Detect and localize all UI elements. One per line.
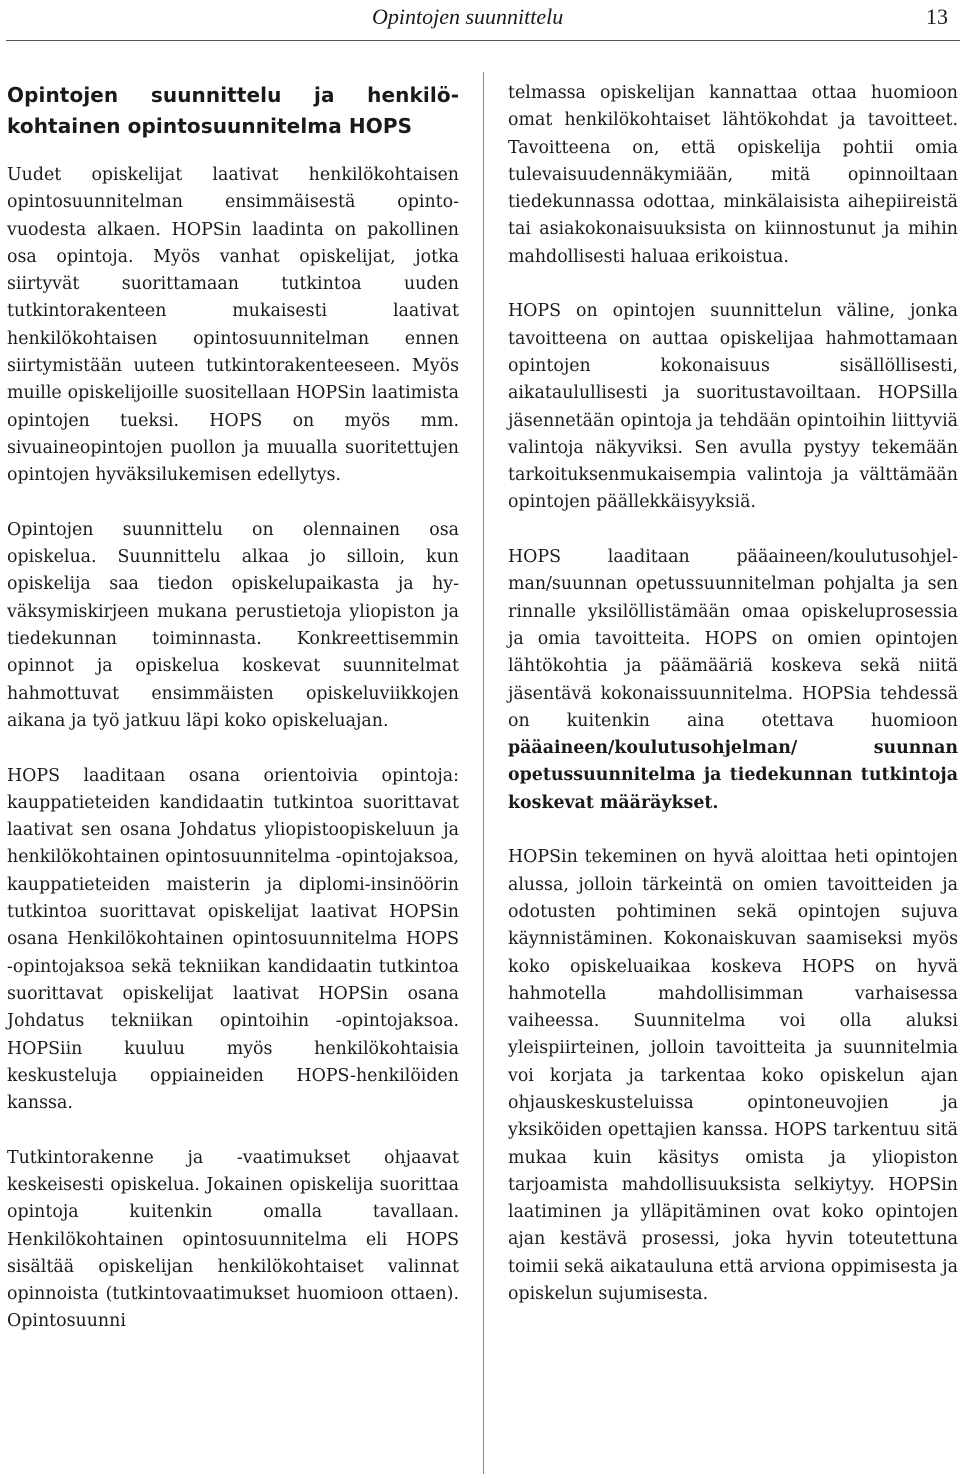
paragraph-goals: telmassa opiskelijan kannattaa ottaa huomioon omat henkilökohtaiset lähtökohdat ja tavoitteet. Tavoitteena on, että opiskelija pohtii omia tulevaisuudennäkymiään, mitä opinnoiltaan tiedekunnassa odottaa, minkälaisista aihepiireistä tai asiakokonaisuuksista on kiinnostunut ja mihin mahdollisesti haluaa erikoistua. [508,83,958,267]
paragraph-tool: HOPS on opintojen suunnittelun väline, jonka tavoitteena on auttaa opiskelijaa hahmottamaan opintojen kokonaisuus sisällöllisesti, aikataulullisesti ja suoritustavoiltaan. HOPSilla jäsennetään opintoja ja tehdään opintoihin liittyviä valintoja näkyviksi. Sen avulla pystyy tekemään tarkoituksenmukaisempia valintoja ja välttämään opintojen päällekkäisyyksiä. [508,301,958,513]
paragraph-start-early: HOPSin tekeminen on hyvä aloittaa heti opintojen alussa, jolloin tärkeintä on omien tavoitteiden ja odotusten pohtiminen sekä opintojen sujuva käynnistäminen. Kokonaiskuvan saamiseksi myös koko opiskeluaikaa koskeva HOPS on hyvä hahmotella mahdollisimman varhaisessa vaiheessa. Suunnitelma voi olla aluksi yleispiirteinen, jolloin tavoitteita ja suunnitelmia voi korjata ja tarkentaa koko opiskelun ajan ohjauskeskusteluissa opintoneuvojien ja yksiköiden opettajien kanssa. HOPS tarkentuu sitä mukaa kuin käsitys omista ja yliopiston tarjoamista mahdollisuuksista selkiytyy. HOPSin laatiminen ja ylläpitäminen ovat koko opintojen ajan kestävä prosessi, joka hyvin toteutettuna toimii sekä aikatauluna että arviona oppimisesta ja opiskelun sujumisesta. [508,847,958,1305]
page-number: 13 [926,4,948,29]
paragraph-planning: Opintojen suunnittelu on olennainen osa opiskelua. Suunnittelu alkaa jo silloin, kun opiskelija saa tiedon opiskelupaikasta ja hyväksymiskirjeen mukana perustietoja yliopiston ja tiedekunnan toiminnasta. Konkreettisemmin opinnot ja opiskelua koskevat suunnitelmat hahmottuvat ensimmäisten opiskeluviikkojen aikana ja työ jatkuu läpi koko opiskeluajan. [7,519,459,731]
column-divider [483,72,484,1474]
paragraph-degree-structure: Tutkintorakenne ja -vaatimukset ohjaavat keskeisesti opiskelua. Jokainen opiskelija suorittaa opintoja kuitenkin omalla tavallaan. Henkilökohtainen opintosuunnitelma eli HOPS sisältää opiskelijan henkilökohtaiset valinnat opinnoista (tutkintovaatimukset huomioon ottaen). Opintosuunni [7,1147,459,1332]
left-column [7,80,459,1363]
section-heading: Opintojen suunnittelu ja henkilökohtainen opintosuunnitelma HOPS [7,83,459,138]
right-column [508,80,958,1336]
running-title: Opintojen suunnittelu [372,4,564,29]
paragraph-intro: Uudet opiskelijat laativat henkilökohtaisen opintosuunnitelman ensimmäisestä opintovuodesta alkaen. HOPSin laadinta on pakollinen osa opintoja. Myös vanhat opiskelijat, jotka siirtyvät suorittamaan tutkintoa uuden tutkintorakenteen mukaisesti laativat henkilökohtaisen opintosuunnitelman ennen siirtymistään uuteen tutkintorakenteeseen. Myös muille opiskelijoille suositellaan HOPSin laatimista opintojen tueksi. HOPS on myös mm. sivuaineopintojen puollon ja muualla suoritettujen opintojen hyväksilukemisen edellytys. [7,165,459,486]
header-rule [6,40,960,41]
paragraph-curriculum-emphasis: pääaineen/koulutusohjelman/ suunnan opetussuunnitelma ja tiedekunnan tutkintoja koskevat määräykset. [508,738,958,813]
page-header [0,0,960,42]
paragraph-orientation: HOPS laaditaan osana orientoivia opintoja: kauppatieteiden kandidaatin tutkintoa suorittavat laativat sen osana Johdatus yliopistoopiskeluun ja henkilökohtainen opintosuunnitelma -opintojaksoa, kauppatieteiden maisterin ja diplomi-insinöörin tutkintoa suorittavat opiskelijat laativat HOPSin osana Henkilökohtainen opintosuunnitelma HOPS -opintojaksoa sekä tekniikan kandidaatin tutkintoa suorittavat opiskelijat laativat HOPSin osana Johdatus tekniikan opintoihin -opintojaksoa. HOPSiin kuuluu myös henkilökohtaisia keskusteluja oppiaineiden HOPS-henkilöiden kanssa. [7,765,459,1114]
paragraph-curriculum [508,544,958,817]
paragraph-curriculum-text: HOPS laaditaan pääaineen/koulutusohjelman/suunnan opetussuunnitelman pohjalta ja sen rinnalle yksilöllistämään omaa opiskeluprosessia ja omia tavoitteita. HOPS on omien opintojen lähtökohtia ja päämääriä koskeva sekä niitä jäsentävä kokonaissuunnitelma. HOPSia tehdessä on kuitenkin aina otettava huomioon [508,547,958,731]
